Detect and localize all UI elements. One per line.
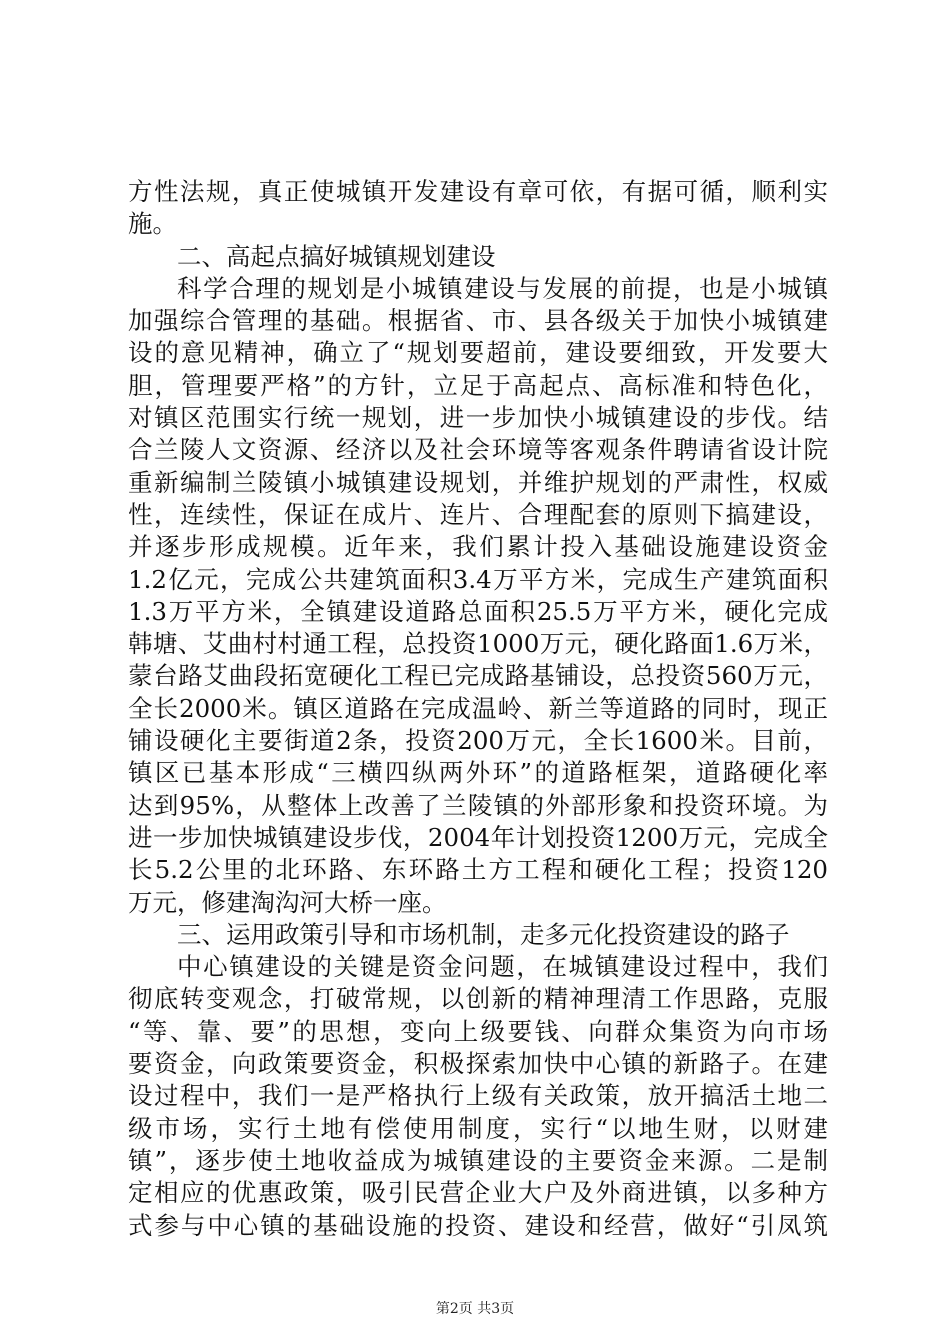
- text-line: 彻底转变观念，打破常规，以创新的精神理清工作思路，克服: [128, 984, 828, 1014]
- text-line: 中心镇建设的关键是资金问题，在城镇建设过程中，我们: [177, 952, 828, 982]
- text-line: 镇”，逐步使土地收益成为城镇建设的主要资金来源。二是制: [128, 1145, 828, 1175]
- text-line: 方性法规，真正使城镇开发建设有章可依，有据可循，顺利实: [128, 177, 828, 206]
- text-line: 蒙台路艾曲段拓宽硬化工程已完成路基铺设，总投资560万元，: [128, 661, 828, 691]
- text-line: 1.2亿元，完成公共建筑面积3.4万平方米，完成生产建筑面积: [128, 564, 828, 594]
- text-line: 二、高起点搞好城镇规划建设: [177, 241, 496, 271]
- text-line: 铺设硬化主要街道2条，投资200万元，全长1600米。目前，: [128, 726, 828, 756]
- text-line: 重新编制兰陵镇小城镇建设规划，并维护规划的严肃性，权威: [128, 467, 828, 497]
- text-line: 全长2000米。镇区道路在完成温岭、新兰等道路的同时，现正: [128, 693, 828, 723]
- text-line: 胆，管理要严格”的方针，立足于高起点、高标准和特色化，: [128, 370, 828, 400]
- text-line: 进一步加快城镇建设步伐，2004年计划投资1200万元，完成全: [128, 822, 828, 852]
- text-line: 合兰陵人文资源、经济以及社会环境等客观条件聘请省设计院: [128, 435, 828, 465]
- text-line: “等、靠、要”的思想，变向上级要钱、向群众集资为向市场: [128, 1016, 828, 1046]
- text-line: 定相应的优惠政策，吸引民营企业大户及外商进镇，以多种方: [128, 1178, 828, 1208]
- text-line: 达到95%，从整体上改善了兰陵镇的外部形象和投资环境。为: [128, 790, 828, 820]
- text-line: 设的意见精神，确立了“规划要超前，建设要细致，开发要大: [128, 338, 828, 368]
- text-line: 加强综合管理的基础。根据省、市、县各级关于加快小城镇建: [128, 306, 828, 336]
- text-line: 镇区已基本形成“三横四纵两外环”的道路框架，道路硬化率: [128, 758, 828, 788]
- text-line: 对镇区范围实行统一规划，进一步加快小城镇建设的步伐。结: [128, 403, 828, 433]
- text-line: 级市场，实行土地有偿使用制度，实行“以地生财，以财建: [128, 1113, 828, 1143]
- text-line: 要资金，向政策要资金，积极探索加快中心镇的新路子。在建: [128, 1049, 828, 1079]
- text-line: 长5.2公里的北环路、东环路土方工程和硬化工程；投资120: [128, 855, 828, 885]
- text-line: 式参与中心镇的基础设施的投资、建设和经营，做好“引凤筑: [128, 1210, 828, 1240]
- page-footer: 第2页 共3页: [435, 1301, 515, 1317]
- text-line: 并逐步形成规模。近年来，我们累计投入基础设施建设资金: [128, 532, 828, 562]
- text-line: 设过程中，我们一是严格执行上级有关政策，放开搞活土地二: [128, 1081, 828, 1111]
- text-line: 科学合理的规划是小城镇建设与发展的前提，也是小城镇: [177, 273, 828, 303]
- text-line: 施。: [128, 209, 177, 239]
- document-body: [128, 176, 828, 1242]
- text-line: 万元，修建淘沟河大桥一座。: [128, 887, 447, 917]
- text-line: 三、运用政策引导和市场机制，走多元化投资建设的路子: [177, 919, 790, 949]
- text-line: 韩塘、艾曲村村通工程，总投资1000万元，硬化路面1.6万米，: [128, 629, 828, 659]
- text-line: 1.3万平方米，全镇建设道路总面积25.5万平方米，硬化完成: [128, 596, 828, 626]
- text-line: 性，连续性，保证在成片、连片、合理配套的原则下搞建设，: [128, 499, 828, 529]
